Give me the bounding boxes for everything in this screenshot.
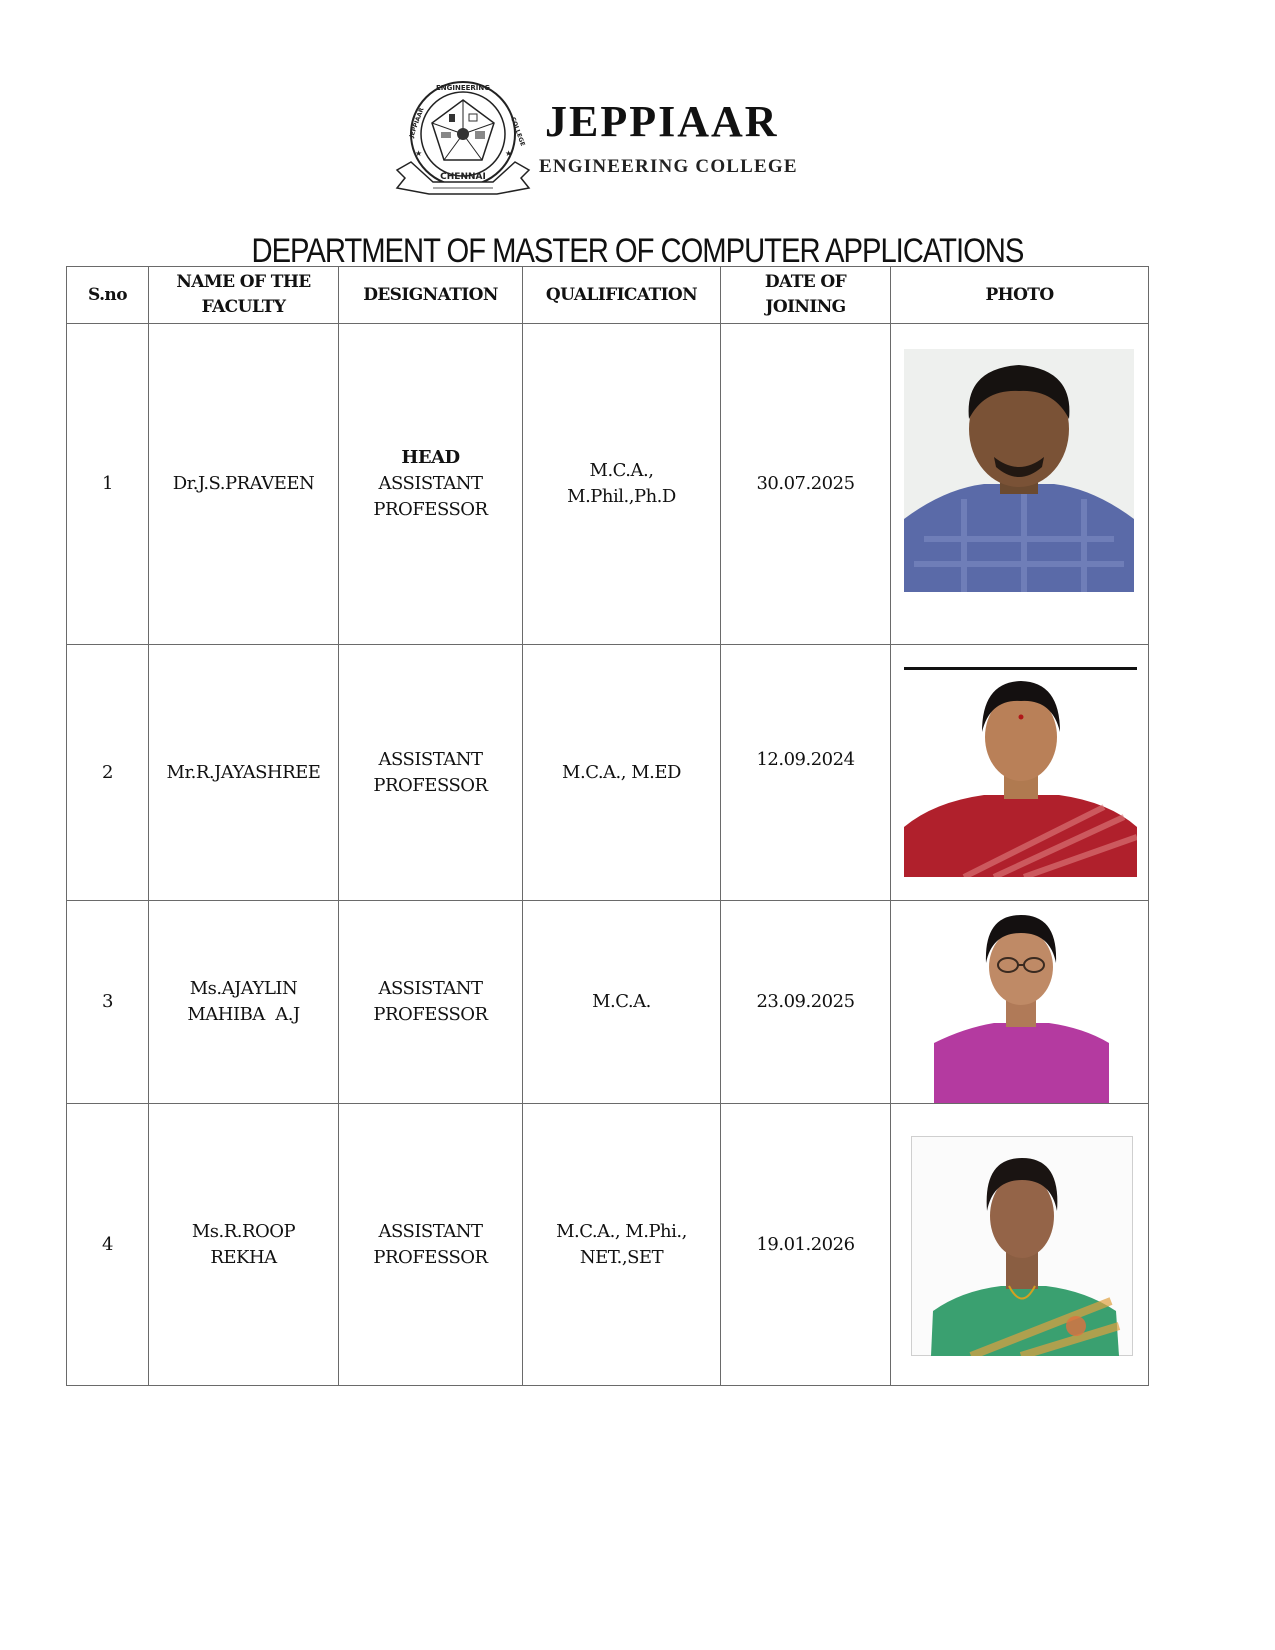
cell-sno: 1 [67,324,149,645]
cell-sno: 3 [67,901,149,1104]
column-header-photo: PHOTO [891,267,1149,324]
cell-designation: HEAD ASSISTANT PROFESSOR [339,324,523,645]
column-header-qualification: QUALIFICATION [523,267,721,324]
column-header-designation: DESIGNATION [339,267,523,324]
cell-photo [891,1104,1149,1386]
cell-name: Ms.R.ROOP REKHA [149,1104,339,1386]
cell-name: Dr.J.S.PRAVEEN [149,324,339,645]
college-name: JEPPIAAR [545,97,779,146]
cell-qualification: M.C.A., M.ED [523,645,721,901]
table-row [67,645,1149,901]
cell-name: Ms.AJAYLIN MAHIBA A.J [149,901,339,1104]
cell-date-of-joining: 12.09.2024 [721,645,891,901]
faculty-photo [911,1136,1133,1356]
column-header-sno: S.no [67,267,149,324]
cell-sno: 4 [67,1104,149,1386]
cell-qualification: M.C.A., M.Phil.,Ph.D [523,324,721,645]
cell-date-of-joining: 19.01.2026 [721,1104,891,1386]
cell-photo [891,324,1149,645]
cell-qualification: M.C.A. [523,901,721,1104]
page-title: DEPARTMENT OF MASTER OF COMPUTER APPLICATIONS [251,232,1024,270]
faculty-photo [934,903,1109,1103]
college-subtitle: ENGINEERING COLLEGE [539,156,798,177]
svg-text:COLLEGE: COLLEGE [509,116,527,148]
faculty-photo [904,667,1137,877]
svg-text:★: ★ [415,149,423,158]
cell-qualification: M.C.A., M.Phi., NET.,SET [523,1104,721,1386]
table-header-row [67,267,1149,324]
cell-designation: ASSISTANT PROFESSOR [339,901,523,1104]
cell-designation: ASSISTANT PROFESSOR [339,1104,523,1386]
table-row [67,901,1149,1104]
svg-text:★: ★ [505,149,513,158]
cell-photo [891,901,1149,1104]
cell-photo [891,645,1149,901]
faculty-table [66,266,1149,1386]
svg-text:ENGINEERING: ENGINEERING [435,84,491,92]
svg-text:JEPPIAAR: JEPPIAAR [408,106,426,139]
faculty-photo [904,349,1134,592]
svg-text:CHENNAI: CHENNAI [440,172,486,182]
column-header-name: NAME OF THE FACULTY [149,267,339,324]
cell-date-of-joining: 23.09.2025 [721,901,891,1104]
college-logo-icon [393,78,533,200]
cell-sno: 2 [67,645,149,901]
cell-name: Mr.R.JAYASHREE [149,645,339,901]
cell-designation: ASSISTANT PROFESSOR [339,645,523,901]
column-header-date-of-joining: DATE OF JOINING [721,267,891,324]
head-label: HEAD [401,447,460,468]
table-row [67,1104,1149,1386]
table-row [67,324,1149,645]
cell-date-of-joining: 30.07.2025 [721,324,891,645]
college-header [393,78,833,200]
